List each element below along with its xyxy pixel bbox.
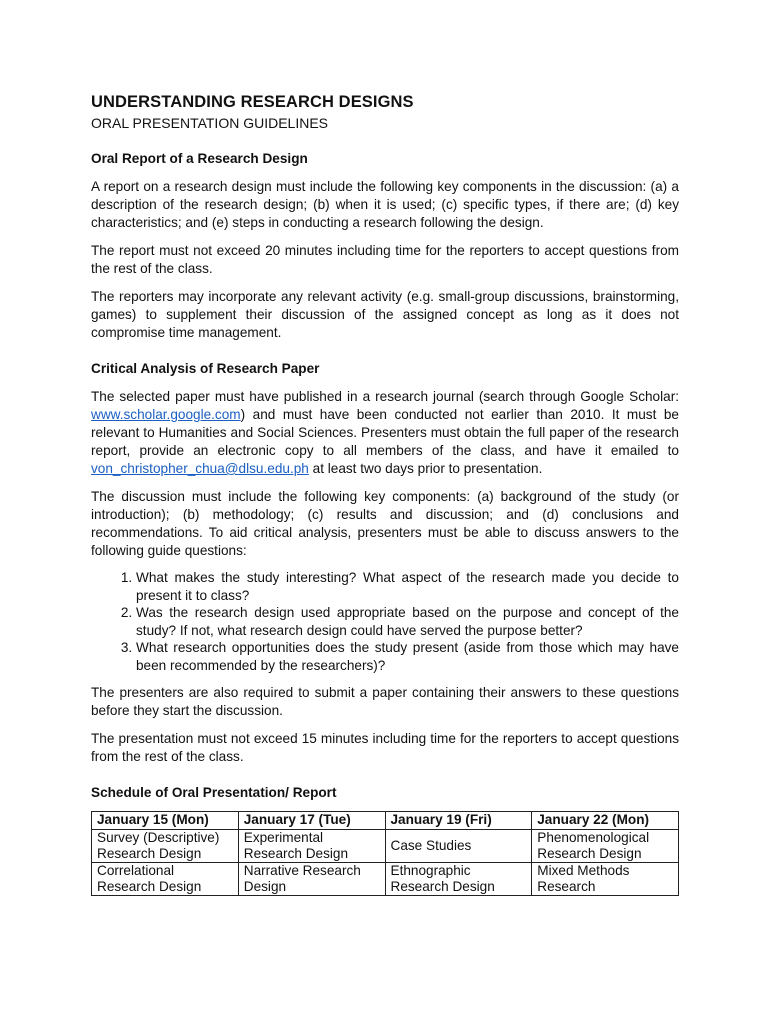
paragraph: The discussion must include the following key components: (a) background of the study (or introduction); (b) methodology; (c) results and discussion; and (d) conclusions and recommendations. To aid critical analysis, presenters must be able to discuss answers to the following guide questions: xyxy=(91,489,679,558)
paragraph: The report must not exceed 20 minutes including time for the reporters to accept questions from the rest of the class. xyxy=(91,243,679,276)
document-content xyxy=(91,92,679,896)
table-cell: Experimental Research Design xyxy=(238,830,385,863)
text-span: ) and must have been conducted not earlier than 2010. It must be relevant to Humanities and Social Sciences. Presenters must obtain the full paper of the research report, provide an electronic copy to all members of the class, and have it emailed to xyxy=(91,407,679,458)
table-header-row xyxy=(92,812,679,830)
table-cell: Ethnographic Research Design xyxy=(385,863,532,896)
table-header-cell: January 22 (Mon) xyxy=(532,812,679,830)
table-header-cell: January 15 (Mon) xyxy=(92,812,239,830)
paragraph xyxy=(91,388,679,478)
section-heading-schedule: Schedule of Oral Presentation/ Report xyxy=(91,785,337,800)
email-link[interactable]: von_christopher_chua@dlsu.edu.ph xyxy=(91,461,309,476)
document-subtitle: ORAL PRESENTATION GUIDELINES xyxy=(91,115,329,131)
table-cell: Phenomenological Research Design xyxy=(532,830,679,863)
paragraph: The reporters may incorporate any relevant activity (e.g. small-group discussions, brainstorming, games) to supplement their discussion of the assigned concept as long as it does not compromise time management. xyxy=(91,289,679,340)
schedule-table xyxy=(91,811,679,896)
scholar-link[interactable]: www.scholar.google.com xyxy=(91,407,241,422)
table-cell: Correlational Research Design xyxy=(92,863,239,896)
table-row xyxy=(92,863,679,896)
table-cell: Mixed Methods Research xyxy=(532,863,679,896)
section-heading-critical-analysis: Critical Analysis of Research Paper xyxy=(91,361,320,376)
table-row xyxy=(92,830,679,863)
text-span: The selected paper must have published in a research journal (search through Google Scholar: xyxy=(91,389,679,404)
list-item: 2. Was the research design used appropriate based on the purpose and concept of the study? If not, what research design could have served the purpose better? xyxy=(136,604,679,639)
guide-questions-list xyxy=(91,569,679,674)
text-span: at least two days prior to presentation. xyxy=(308,461,543,476)
paragraph: The presentation must not exceed 15 minutes including time for the reporters to accept questions from the rest of the class. xyxy=(91,731,679,764)
table-cell: Narrative Research Design xyxy=(238,863,385,896)
table-cell: Case Studies xyxy=(385,830,532,863)
paragraph: A report on a research design must include the following key components in the discussion: (a) a description of the research design; (b) when it is used; (c) specific types, if there are; (d) key characteristics; and (e) steps in conducting a research following the design. xyxy=(91,179,679,230)
document-title: UNDERSTANDING RESEARCH DESIGNS xyxy=(91,93,414,111)
table-cell: Survey (Descriptive) Research Design xyxy=(92,830,239,863)
paragraph: The presenters are also required to submit a paper containing their answers to these questions before they start the discussion. xyxy=(91,685,679,718)
table-header-cell: January 19 (Fri) xyxy=(385,812,532,830)
list-item: 1. What makes the study interesting? What aspect of the research made you decide to present it to class? xyxy=(136,569,679,604)
table-header-cell: January 17 (Tue) xyxy=(238,812,385,830)
list-item: 3. What research opportunities does the study present (aside from those which may have been recommended by the researchers)? xyxy=(136,639,679,674)
section-heading-oral-report: Oral Report of a Research Design xyxy=(91,151,308,166)
